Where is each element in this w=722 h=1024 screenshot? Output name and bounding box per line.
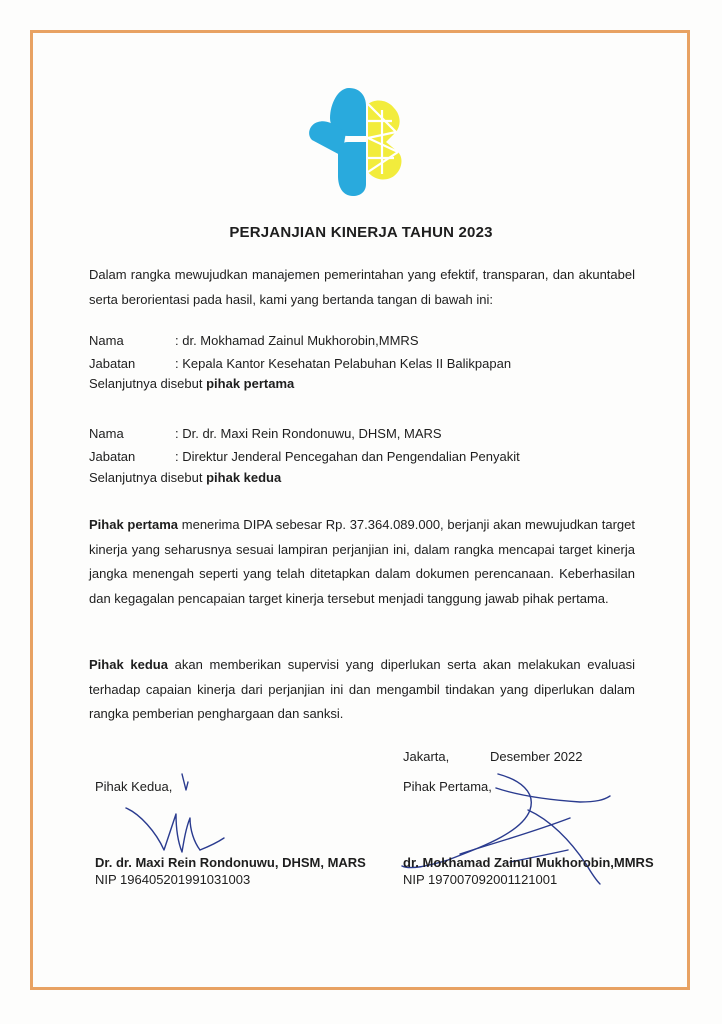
supervision-paragraph <box>89 653 635 727</box>
commitment-lead: Pihak pertama <box>89 517 179 532</box>
party1-position-label: Jabatan <box>89 356 136 371</box>
party2-position-label: Jabatan <box>89 449 136 464</box>
party1-name-label: Nama <box>89 333 124 348</box>
right-signatory-name: dr. Mokhamad Zainul Mukhorobin,MMRS <box>403 855 654 870</box>
party2-name-row <box>89 424 442 444</box>
intro-paragraph: Dalam rangka mewujudkan manajemen pemerintahan yang efektif, transparan, dan akuntabel serta berorientasi pada hasil, kami yang bertanda tangan di bawah ini: <box>89 267 635 307</box>
kemenkes-logo <box>308 86 414 198</box>
left-signature <box>120 768 240 858</box>
party1-designation-term: pihak pertama <box>206 376 295 391</box>
party2-position-value: : Direktur Jenderal Pencegahan dan Pengendalian Penyakit <box>175 449 520 464</box>
supervision-text: akan memberikan supervisi yang diperlukan serta akan melakukan evaluasi terhadap capaian kinerja dari perjanjian ini dan mengambil tindakan yang diperlukan dalam rangka pemberian penghargaan dan sanksi. <box>89 657 635 721</box>
signing-date: Desember 2022 <box>490 749 583 764</box>
party2-name-label: Nama <box>89 426 124 441</box>
party2-designation <box>89 470 281 485</box>
party1-designation <box>89 376 294 391</box>
right-signatory-role: Pihak Pertama, <box>403 779 492 794</box>
party2-designation-prefix: Selanjutnya disebut <box>89 470 207 485</box>
party1-position-value: : Kepala Kantor Kesehatan Pelabuhan Kelas II Balikpapan <box>175 356 512 371</box>
supervision-lead: Pihak kedua <box>89 657 168 672</box>
document-title: PERJANJIAN KINERJA TAHUN 2023 <box>229 224 493 241</box>
signing-place: Jakarta, <box>403 749 450 764</box>
party2-name-value: : Dr. dr. Maxi Rein Rondonuwu, DHSM, MARS <box>175 426 442 441</box>
party1-position-row <box>89 354 511 374</box>
right-signatory-nip: NIP 197007092001121001 <box>403 872 558 887</box>
commitment-paragraph <box>89 513 635 611</box>
party1-name-value: : dr. Mokhamad Zainul Mukhorobin,MMRS <box>175 333 419 348</box>
party1-designation-prefix: Selanjutnya disebut <box>89 376 207 391</box>
party2-position-row <box>89 447 520 467</box>
logo-blue-bottom-leaf <box>338 142 366 196</box>
commitment-text: menerima DIPA sebesar Rp. 37.364.089.000, berjanji akan mewujudkan target kinerja yang seharusnya sesuai lampiran perjanjian ini, dalam rangka mencapai target kinerja jangka menengah seperti yang telah ditetapkan dalam dokumen perencanaan. Keberhasilan dan kegagalan pencapaian target kinerja tersebut menjadi tanggung jawab pihak pertama. <box>89 517 636 606</box>
party2-designation-term: pihak kedua <box>206 470 282 485</box>
left-signatory-role: Pihak Kedua, <box>95 779 173 794</box>
left-signatory-name: Dr. dr. Maxi Rein Rondonuwu, DHSM, MARS <box>95 855 366 870</box>
left-signatory-nip: NIP 196405201991031003 <box>95 872 251 887</box>
party1-name-row <box>89 331 418 351</box>
